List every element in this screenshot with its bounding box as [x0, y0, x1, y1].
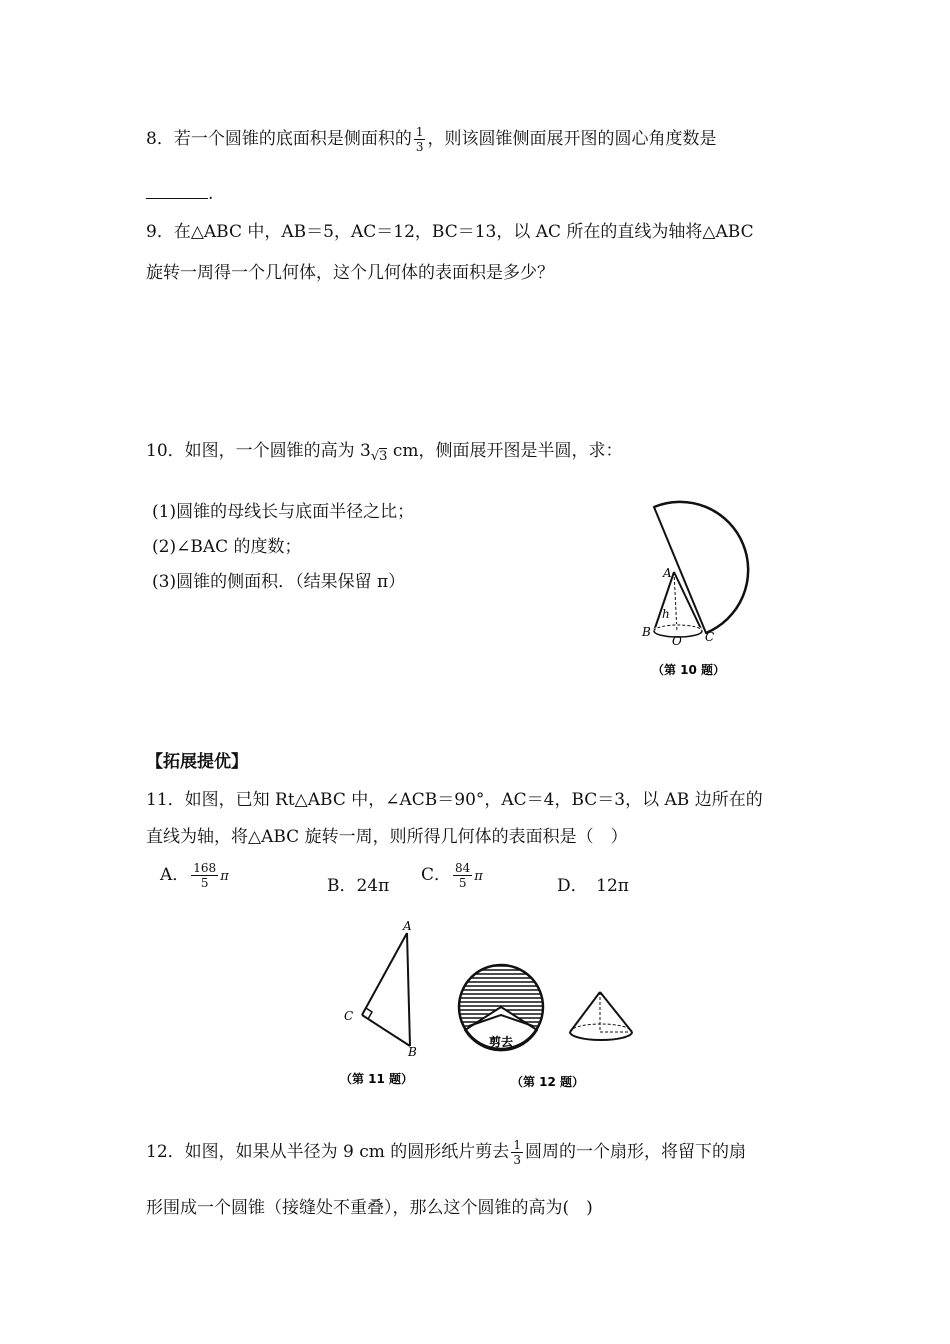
- cone-height: [674, 572, 677, 632]
- cone-side-right: [600, 992, 632, 1032]
- cut-label: 剪去: [489, 1035, 514, 1049]
- q10-stem: 10．如图，一个圆锥的高为 $3_{√3}$ cm，侧面展开图是半圆，求：: [146, 441, 623, 464]
- fig11-caption: （第 11 题）: [340, 1072, 414, 1086]
- fig10-label-h: h: [662, 607, 670, 621]
- q11-option-a[interactable]: A． $\frac{168}{5}$ π: [160, 861, 229, 890]
- triangle-CB: [362, 1015, 410, 1046]
- fig11-label-A: A: [403, 919, 412, 933]
- q11-line1: 11．如图，已知 Rt△ABC 中，∠ACB＝90°，AC＝4，BC＝3，以 AB 边所在的: [146, 790, 763, 810]
- q12-line2: 形围成一个圆锥（接缝处不重叠），那么这个圆锥的高为( ): [146, 1198, 593, 1218]
- cone-base-back: [570, 1024, 632, 1032]
- triangle-AC: [362, 933, 407, 1015]
- q8-line2: .: [146, 182, 213, 204]
- sqrt-symbol: √: [370, 449, 380, 464]
- q10-item-3: (3)圆锥的侧面积．（结果保留 π）: [152, 572, 406, 592]
- figure-12: [455, 960, 645, 1093]
- section-title: 【拓展提优】: [146, 752, 248, 772]
- cone-base-front: [570, 1032, 632, 1040]
- q9-line1: 9．在△ABC 中，AB＝5，AC＝12，BC＝13，以 AC 所在的直线为轴将△ABC: [146, 222, 754, 242]
- q12-fraction: $\frac{1}{3}$: [513, 1138, 521, 1167]
- figure-11: [320, 918, 430, 1093]
- cone-side-left: [654, 572, 674, 631]
- fig10-label-B: B: [642, 625, 651, 639]
- fig11-label-C: C: [344, 1009, 354, 1023]
- q12-line1: 12．如图，如果从半径为 9 cm 的圆形纸片剪去 $\frac{1}{3}$ 圆周的一个扇形，将留下的扇: [146, 1138, 746, 1167]
- fig11-label-B: B: [408, 1045, 417, 1059]
- cone-side-right: [674, 572, 702, 631]
- q8-prefix: 8．若一个圆锥的底面积是侧面积的: [146, 129, 412, 149]
- q10-item-2: (2)∠BAC 的度数；: [152, 537, 302, 557]
- q11-option-d[interactable]: D． 12π: [557, 876, 629, 896]
- q8-answer-blank: [146, 182, 208, 199]
- figure-10: [630, 495, 760, 685]
- q8-line1: [146, 124, 716, 154]
- triangle-AB: [407, 933, 410, 1046]
- q11-option-b[interactable]: B．24π: [327, 876, 390, 896]
- q11-line2: 直线为轴，将△ABC 旋转一周，则所得几何体的表面积是（ ）: [146, 827, 628, 847]
- fig10-label-O: O: [672, 634, 682, 648]
- cone-side-left: [570, 992, 600, 1032]
- fig12-caption: （第 12 题）: [511, 1075, 585, 1089]
- fig10-caption: （第 10 题）: [652, 663, 726, 677]
- q9-line2: 旋转一周得一个几何体，这个几何体的表面积是多少？: [146, 263, 554, 283]
- q8-suffix: ，则该圆锥侧面展开图的圆心角度数是: [427, 129, 717, 149]
- q11-option-c[interactable]: C． $\frac{84}{5}$ π: [421, 861, 483, 890]
- q10-item-1: (1)圆锥的母线长与底面半径之比；: [152, 502, 415, 522]
- q8-fraction: $\frac{1}{3}$: [415, 125, 424, 154]
- fig10-label-C: C: [705, 630, 715, 644]
- fig10-label-A: A: [663, 566, 672, 580]
